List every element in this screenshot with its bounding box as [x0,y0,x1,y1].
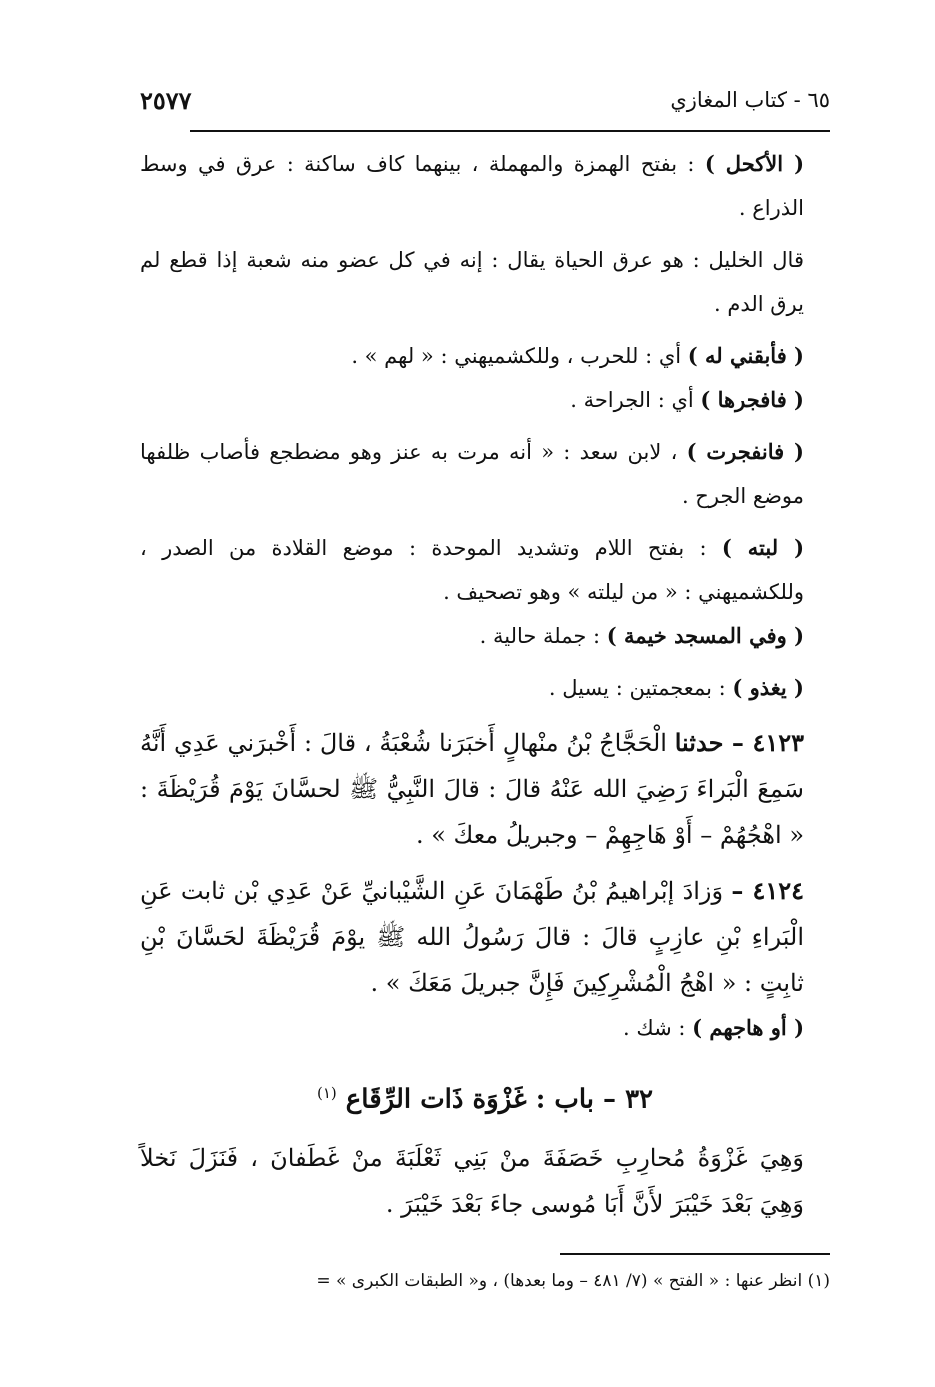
chapter-title: ٦٥ - كتاب المغازي [670,88,830,112]
page-body [140,142,830,1295]
gloss-aw-hajihim: ( أو هاجهم ) : شك . [623,1015,804,1040]
gloss-khalil: قال الخليل : هو عرق الحياة يقال : إنه في كل عضو منه شعبة إذا قطع لم يرق الدم . [140,248,804,316]
chapter-intro: وَهِيَ غَزْوَةُ مُحارِبِ خَصَفَةَ منْ بَنِي ثَعْلَبَةَ منْ غَطَفانَ ، فَنَزَلَ نَخلاً وَهِيَ بَعْدَ خَيْبَرَ لأَنَّ أَبَا مُوسى جاءَ بَعْدَ خَيْبَرَ . [140,1143,805,1218]
gloss-fanfajarat: ( فانفجرت ) ، لابن سعد : « أنه مرت به عنز وهو مضطجع فأصاب ظلفها موضع الجرح . [140,439,804,508]
gloss-labbatihi: ( لبته ) : بفتح اللام وتشديد الموحدة : موضع القلادة من الصدر ، وللكشميهني : « من ليلته » وهو تصحيف . [140,535,805,604]
footnote: (١) انظر عنها : « الفتح » (٧/ ٤٨١ – وما بعدها) ، و« الطبقات الكبرى » = [316,1270,830,1291]
book-page [140,78,830,1291]
hadith-4123: ٤١٢٣ – حدثنا الْحَجَّاجُ بْنُ منْهالٍ أَخبَرَنا شُعْبَةُ ، قالَ : أَخْبرَني عَدِي أَنَّهُ سَمِعَ الْبَراءَ رَضِيَ الله عَنْهُ قالَ : قالَ النَّبِيُّ ﷺ لحسَّانَ يَوْمَ قُرَيْظَةَ : « اهْجُهُمْ – أَوْ هَاجِهِمْ – وجبريلُ معكَ » . [140,728,804,849]
footnote-marker: (١) [316,1084,337,1102]
running-header [140,78,830,124]
gloss-yaghdhu: ( يغذو ) : بمعجمتين : يسيل . [548,675,804,700]
header-rule [190,130,830,132]
gloss-fafjurha: ( فافجرها ) أي : الجراحة . [570,387,804,412]
chapter-heading: ٣٢ – باب : غَزْوَة ذَات الرِّقَاع $^{(١)}$ [316,1084,654,1115]
hadith-4124: ٤١٢٤ – وَزادَ إبْراهيمُ بْنُ طَهْمَانَ عَنِ الشَّيْبانيِّ عَنْ عَدِي بْن ثابت عَنِ الْبَراءِ بْنِ عازِبٍ قالَ : قالَ رَسُولُ الله ﷺ يوْمَ قُرَيْظَةَ لحَسَّانَ بْنِ ثابِتٍ : « اهْجُ الْمُشْرِكِينَ فَإِنَّ جبريلَ مَعَكَ » . [140,876,804,997]
gloss-masjid: ( وفي المسجد خيمة ) : جملة حالية . [479,623,804,648]
gloss-fabqini: ( فأبقني له ) أي : للحرب ، وللكشميهني : « لهم » . [351,343,804,368]
footnote-rule [560,1253,830,1255]
page-number: ٢٥٧٧ [140,86,192,115]
gloss-akhal: ( الأكحل ) : بفتح الهمزة والمهملة ، بينهما كاف ساكنة : عرق في وسط الذراع . [140,151,804,220]
